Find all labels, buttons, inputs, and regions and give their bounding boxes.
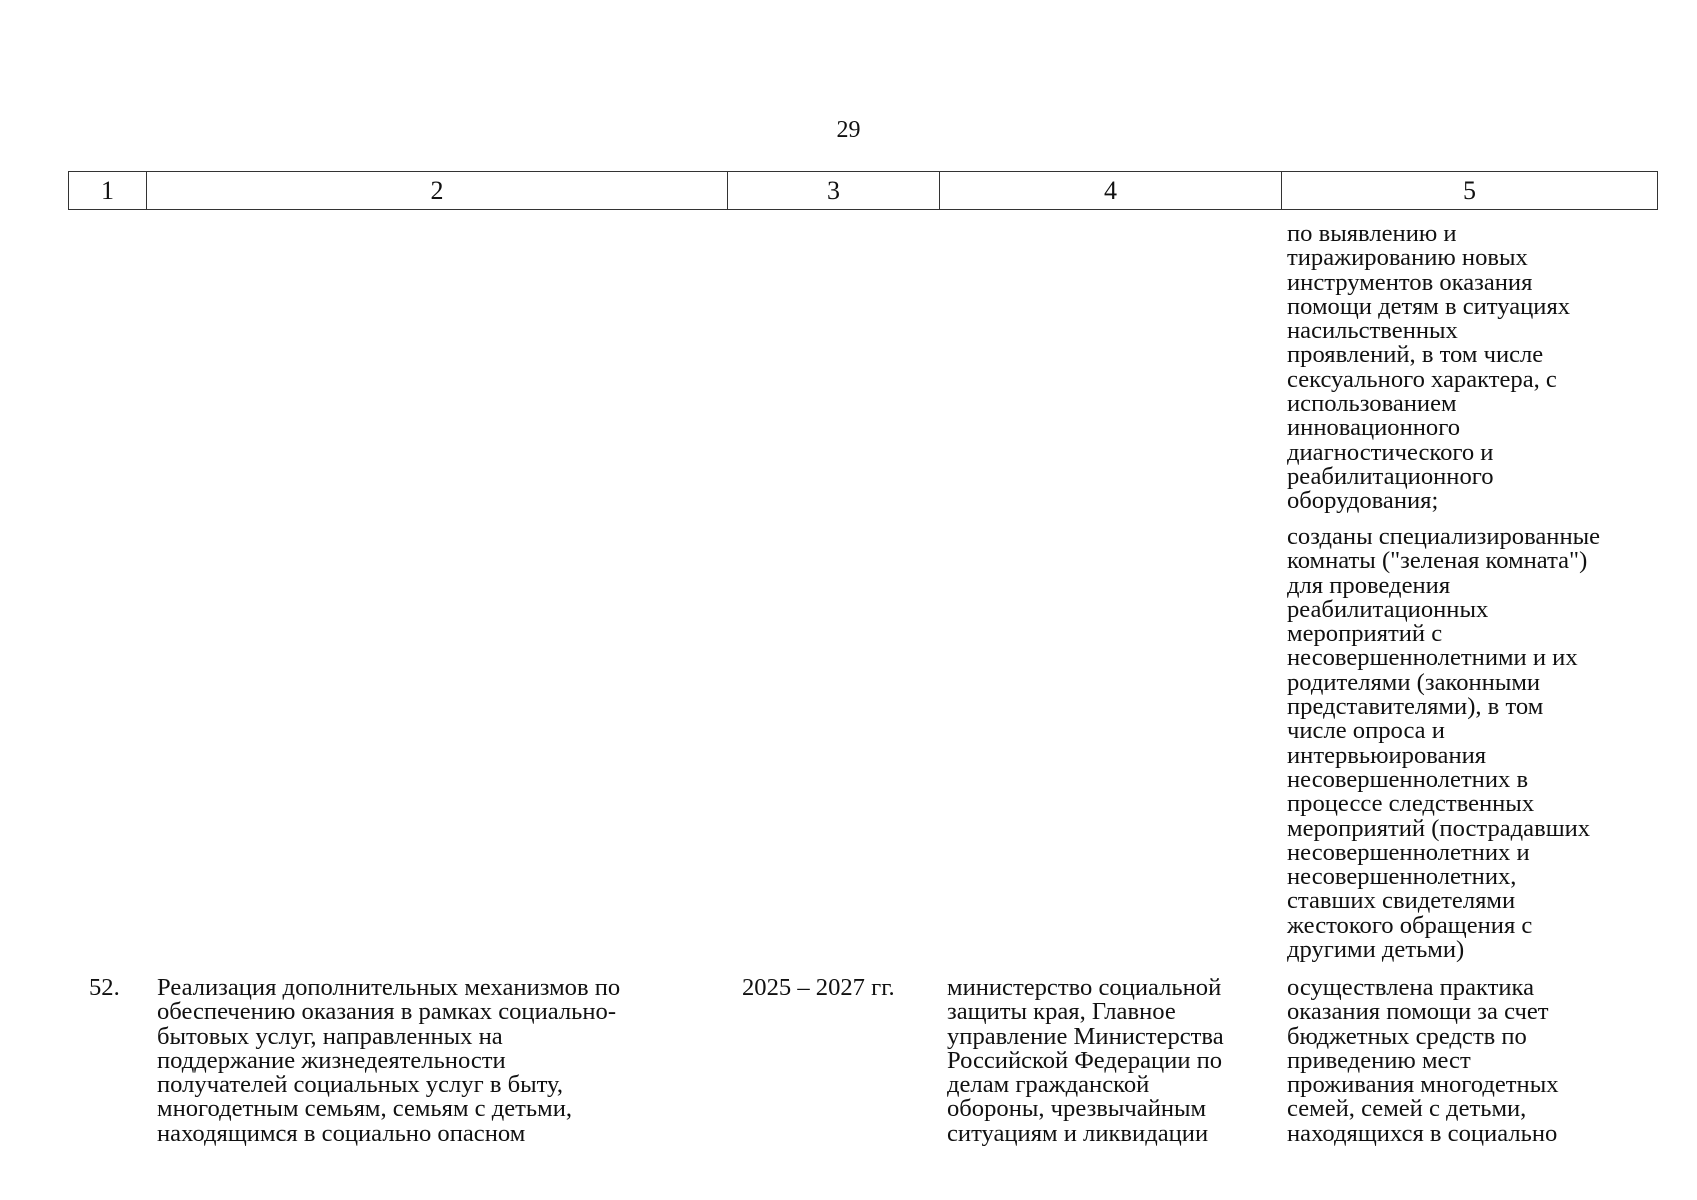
continuation-result-part-1: по выявлению и тиражированию новых инструментов оказания помощи детям в ситуациях насильственных проявлений, в том числе сексуального характера, с использованием инновационного диагностического и реабилитационного оборудования; [1287, 220, 1571, 515]
header-col-2: 2 [147, 172, 728, 210]
measure-name: Реализация дополнительных механизмов по обеспечению оказания в рамках социально- бытовых услуг, направленных на поддержание жизнедеятельности получателей социальных услуг в быту, многодетным семьям, семьям с детьми, находящимся в социально опасном [157, 974, 621, 1147]
implementation-term: 2025 – 2027 гг. [742, 974, 895, 1001]
header-col-4: 4 [940, 172, 1282, 210]
header-row [69, 172, 1658, 210]
header-col-1: 1 [69, 172, 147, 210]
continuation-result-part-2: созданы специализированные комнаты ("зеленая комната") для проведения реабилитационных мероприятий с несовершеннолетними и их родителями (законными представителями), в том числе опроса и интервьюирования несовершеннолетних в процессе следственных мероприятий (пострадавших несовершеннолетних и несовершеннолетних, ставших свидетелями жестокого обращения с другими детьми) [1287, 523, 1601, 964]
expected-result: осуществлена практика оказания помощи за счет бюджетных средств по приведению мест проживания многодетных семей, семей с детьми, находящихся в социально [1287, 974, 1559, 1147]
column-number-header [68, 171, 1658, 210]
header-col-5: 5 [1282, 172, 1658, 210]
page-number: 29 [836, 117, 861, 143]
responsible-executors: министерство социальной защиты края, Главное управление Министерства Российской Федерации по делам гражданской обороны, чрезвычайным ситуациям и ликвидации [947, 974, 1224, 1147]
header-col-3: 3 [728, 172, 940, 210]
row-number: 52. [89, 974, 120, 1001]
